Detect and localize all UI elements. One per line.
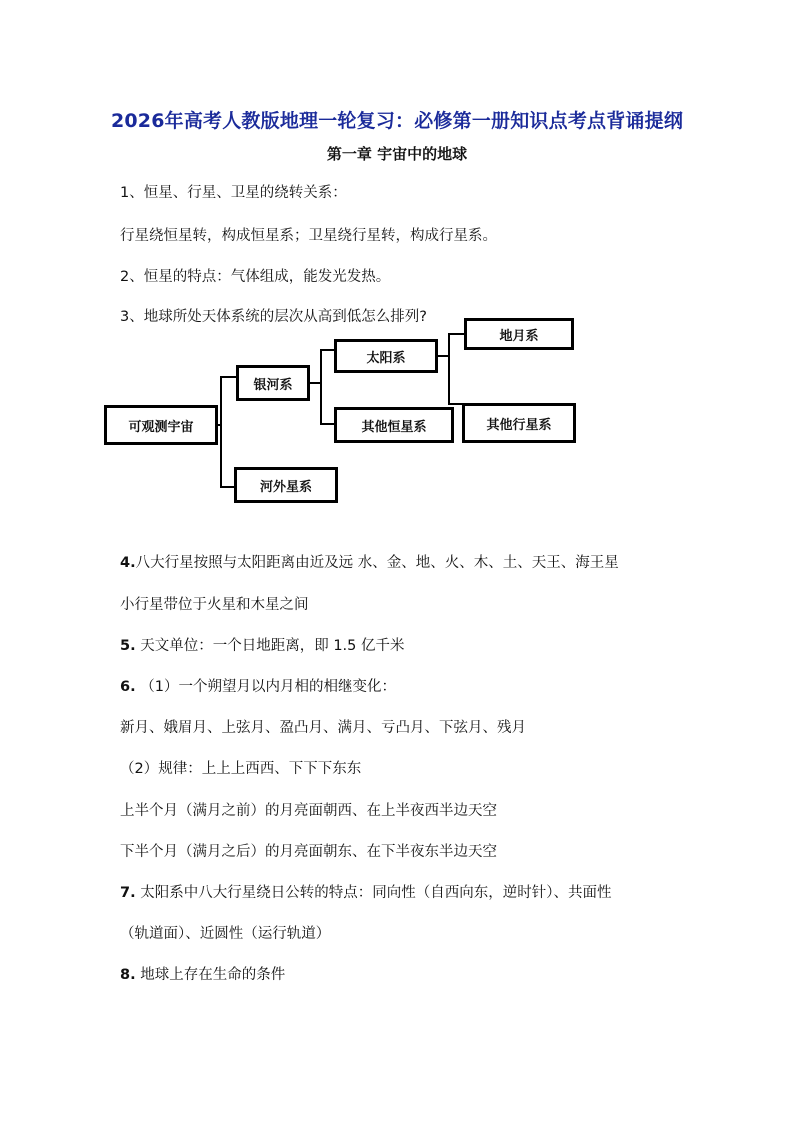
text-line-13 (120, 883, 611, 903)
text-line-15 (120, 965, 285, 985)
item-number: 5. (120, 638, 136, 654)
connector (220, 376, 222, 488)
text-line-14: （轨道面）、近圆性（运行轨道） (120, 926, 331, 942)
connector (220, 376, 236, 378)
text-line-6: 小行星带位于火星和木星之间 (120, 597, 309, 613)
text-line-2: 行星绕恒星转，构成恒星系；卫星绕行星转，构成行星系。 (120, 228, 497, 244)
text-line-11: 上半个月（满月之前）的月亮面朝西、在上半夜西半边天空 (120, 803, 497, 819)
box-extragalactic: 河外星系 (234, 467, 338, 503)
text-line-12: 下半个月（满月之后）的月亮面朝东、在下半夜东半边天空 (120, 844, 497, 860)
connector (320, 349, 334, 351)
item-text: 太阳系中八大行星绕日公转的特点：同向性（自西向东，逆时针）、共面性 (135, 885, 612, 901)
chapter-heading: 第一章 宇宙中的地球 (326, 145, 468, 163)
box-other-planetary-systems: 其他行星系 (462, 403, 576, 443)
connector (220, 486, 234, 488)
connector (320, 349, 322, 425)
text-line-8 (120, 677, 396, 697)
item-number: 8. (120, 967, 136, 983)
connector (448, 333, 450, 405)
connector (320, 423, 334, 425)
text-line-5 (120, 553, 619, 573)
box-solar-system: 太阳系 (334, 339, 438, 373)
connector (448, 333, 464, 335)
item-number: 4. (120, 555, 136, 571)
item-text: （1）一个朔望月以内月相的相继变化： (135, 679, 396, 695)
item-number: 7. (120, 885, 136, 901)
text-line-10: （2）规律：上上上西西、下下下东东 (120, 761, 362, 777)
text-line-7 (120, 636, 405, 656)
box-other-stellar-systems: 其他恒星系 (334, 407, 454, 443)
box-earth-moon-system: 地月系 (464, 318, 574, 350)
item-number: 6. (120, 679, 136, 695)
document-title: 2026年高考人教版地理一轮复习：必修第一册知识点考点背诵提纲 (110, 110, 684, 132)
item-text: 天文单位：一个日地距离，即 1.5 亿千米 (135, 638, 405, 654)
text-line-1: 1、恒星、行星、卫星的绕转关系： (120, 185, 347, 201)
box-milky-way: 银河系 (236, 365, 310, 401)
text-line-3: 2、恒星的特点：气体组成，能发光发热。 (120, 269, 391, 285)
box-observable-universe: 可观测宇宙 (104, 405, 218, 445)
text-line-4: 3、地球所处天体系统的层次从高到低怎么排列? (120, 309, 427, 325)
item-text: 地球上存在生命的条件 (135, 967, 286, 983)
item-text: 八大行星按照与太阳距离由近及远 水、金、地、火、木、土、天王、海王星 (135, 555, 619, 571)
text-line-9: 新月、娥眉月、上弦月、盈凸月、满月、亏凸月、下弦月、残月 (120, 720, 526, 736)
connector (448, 403, 462, 405)
